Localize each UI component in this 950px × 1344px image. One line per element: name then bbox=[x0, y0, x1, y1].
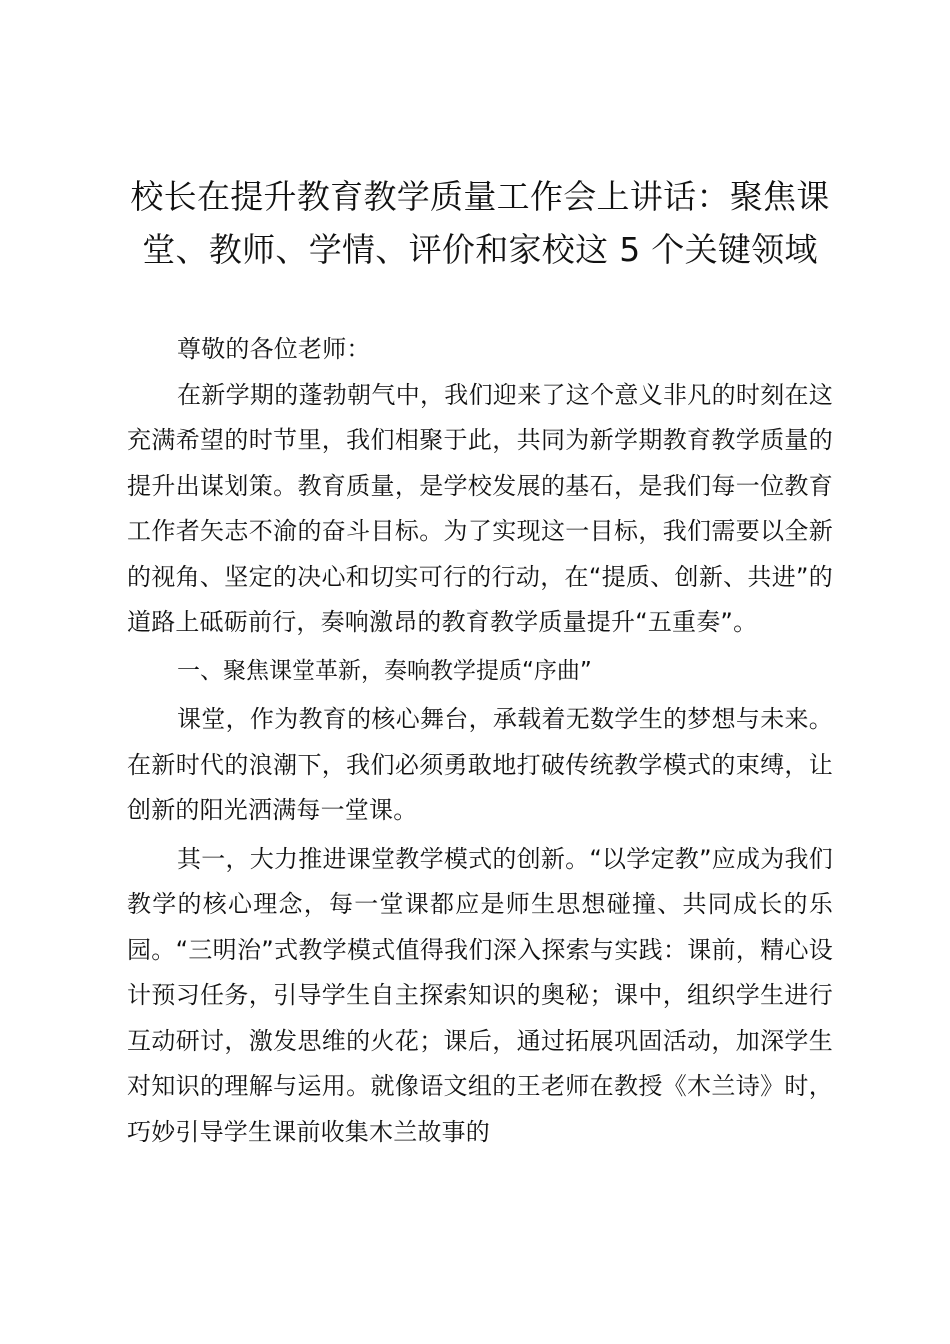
document-title: 校长在提升教育教学质量工作会上讲话：聚焦课堂、教师、学情、评价和家校这 5 个关键领域 bbox=[130, 177, 830, 269]
document-body bbox=[127, 327, 833, 1155]
section1-paragraph-1: 课堂，作为教育的核心舞台，承载着无数学生的梦想与未来。在新时代的浪潮下，我们必须勇敢地打破传统教学模式的束缚，让创新的阳光洒满每一堂课。 bbox=[127, 705, 833, 824]
salutation: 尊敬的各位老师： bbox=[177, 335, 371, 363]
section1-paragraph-2: 其一，大力推进课堂教学模式的创新。“以学定教”应成为我们教学的核心理念，每一堂课都应是师生思想碰撞、共同成长的乐园。“三明治”式教学模式值得我们深入探索与实践：课前，精心设计预习任务，引导学生自主探索知识的奥秘；课中，组织学生进行互动研讨，激发思维的火花；课后，通过拓展巩固活动，加深学生对知识的理解与运用。就像语文组的王老师在教授《木兰诗》时，巧妙引导学生课前收集木兰故事的 bbox=[127, 844, 833, 1146]
intro-paragraph: 在新学期的蓬勃朝气中，我们迎来了这个意义非凡的时刻在这充满希望的时节里，我们相聚于此，共同为新学期教育教学质量的提升出谋划策。教育质量，是学校发展的基石，是我们每一位教育工作者矢志不渝的奋斗目标。为了实现这一目标，我们需要以全新的视角、坚定的决心和切实可行的行动，在“提质、创新、共进”的道路上砥砺前行，奏响激昂的教育教学质量提升“五重奏”。 bbox=[127, 380, 833, 636]
section-heading-1: 一、聚焦课堂革新，奏响教学提质“序曲” bbox=[177, 657, 592, 684]
